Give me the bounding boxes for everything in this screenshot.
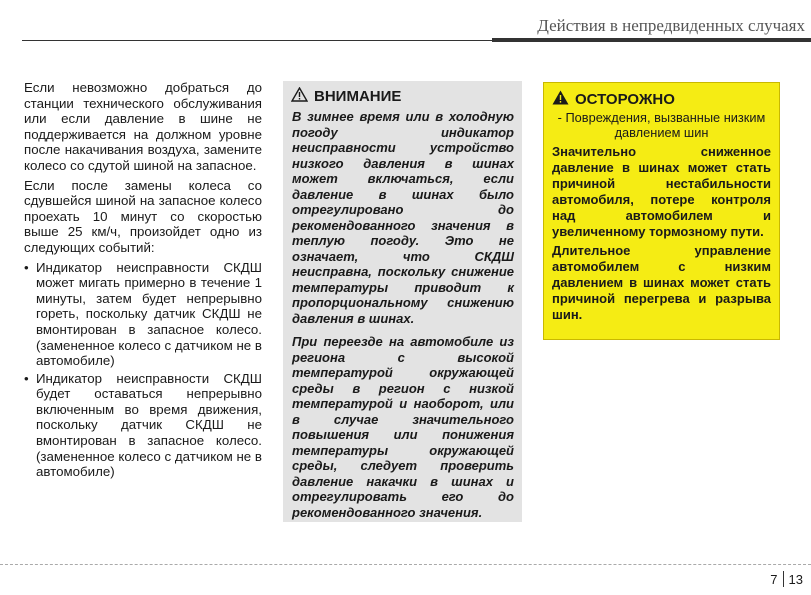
notice-heading (291, 87, 514, 106)
warning-filled-icon (552, 90, 569, 109)
page-index: 13 (788, 571, 803, 587)
paragraph: Значительно сниженное давление в шинах может стать причиной нестабильности автомобиля, потере контроля над автомобилем и увеличенному тормозному пути. (552, 144, 771, 239)
paragraph: Длительное управление автомобилем с низким давлением в шинах может стать причиной перегрева и разрыва шин. (552, 243, 771, 322)
section-title: Действия в непредвиденных случаях (537, 16, 805, 35)
bullet-list (24, 260, 262, 480)
caution-subtitle: - Повреждения, вызванные низким давлением шин (557, 110, 766, 140)
notice-box (283, 81, 522, 522)
page-number (770, 571, 803, 587)
paragraph: При переезде на автомобиле из региона с высокой температурой окружающей среды в регион с низкой температурой и наоборот, или в случае значительного повышения или понижения температуры окружающей среды, следует проверить давление накачки в шинах и отрегулировать его до рекомендованного значения. (292, 334, 514, 520)
warning-outline-icon (291, 87, 308, 106)
chapter-number: 7 (770, 571, 778, 587)
footer-rule (0, 564, 811, 565)
left-column (24, 80, 262, 482)
page-separator (783, 571, 784, 587)
notice-body (291, 109, 514, 520)
notice-title: ВНИМАНИЕ (314, 88, 402, 105)
caution-title: ОСТОРОЖНО (575, 91, 675, 108)
header-bar (492, 38, 811, 42)
caution-body (552, 144, 771, 323)
list-item: • Индикатор неисправности СКДШ будет оставаться непрерывно включенным во время движения, поскольку датчик СКДШ не вмонтирован в запасное колесо. (замененное колесо с датчиком не в автомобиле) (24, 371, 262, 480)
paragraph: Если невозможно добраться до станции технического обслуживания или если давление в шине не поддерживается на должном уровне после накачивания воздуха, замените колесо со сдутой шиной на запасное. (24, 80, 262, 173)
caution-heading (552, 90, 771, 109)
paragraph: В зимнее время или в холодную погоду индикатор неисправности устройство низкого давления в шинах может включаться, если давление в шинах было отрегулировано до рекомендованного значения в теплую погоду. Это не означает, что СКДШ неисправна, поскольку снижение температуры приводит к пропорциональному снижению давления в шинах. (292, 109, 514, 326)
caution-box (543, 82, 780, 340)
list-item: • Индикатор неисправности СКДШ может мигать примерно в течение 1 минуты, затем будет непрерывно гореть, поскольку датчик СКДШ не вмонтирован в запасное колесо. (замененное колесо с датчиком не в автомобиле) (24, 260, 262, 369)
paragraph: Если после замены колеса со сдувшейся шиной на запасное колесо проехать 10 минут со скоростью выше 25 км/ч, произойдет одно из следующих событий: (24, 177, 262, 255)
